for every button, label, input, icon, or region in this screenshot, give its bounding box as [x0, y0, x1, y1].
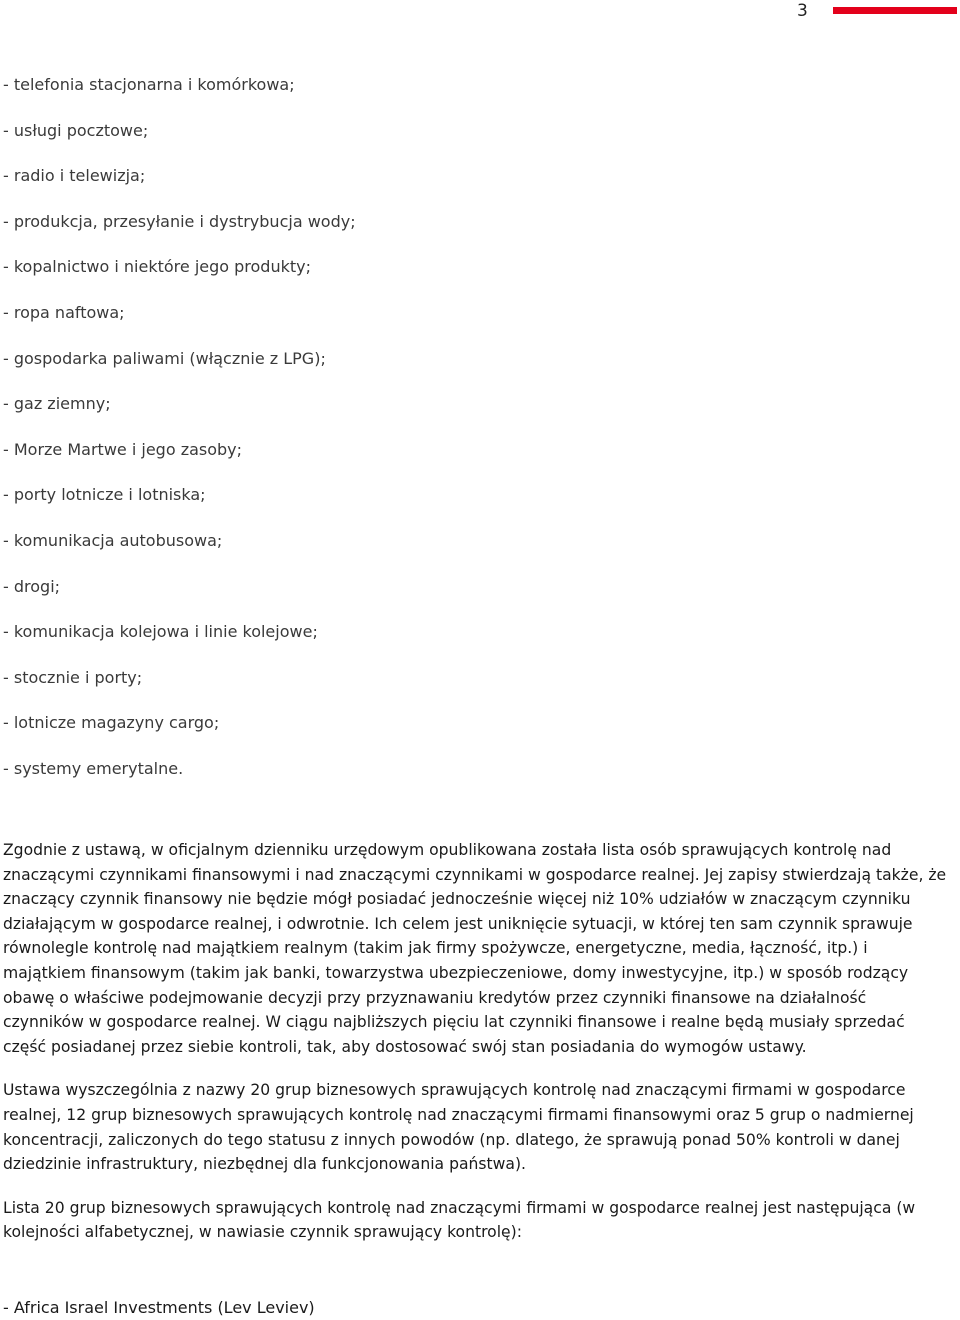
- list-item: - kopalnictwo i niektóre jego produkty;: [3, 257, 311, 277]
- list-item: - usługi pocztowe;: [3, 120, 149, 140]
- list-item: - lotnicze magazyny cargo;: [3, 713, 220, 733]
- accent-bar: [833, 7, 957, 14]
- list-item: - gospodarka paliwami (włącznie z LPG);: [3, 348, 326, 368]
- list-item: - telefonia stacjonarna i komórkowa;: [3, 75, 295, 94]
- page-number: 3: [797, 1, 808, 21]
- list-item: - porty lotnicze i lotniska;: [3, 485, 206, 505]
- list-item: - gaz ziemny;: [3, 394, 111, 414]
- group-list-item: - Africa Israel Investments (Lev Leviev): [3, 1298, 315, 1317]
- paragraph: Zgodnie z ustawą, w oficjalnym dzienniku urzędowym opublikowana została lista osób sprawujących kontrolę nad znaczącymi czynnikami finansowymi i nad znaczącymi czynnikami w gospodarce realnej. Jej zapisy stwierdzają także, że znaczący czynnik finansowy nie będzie mógł posiadać jednocześnie więcej niż 10% udziałów w znaczącym czynniku działającym w gospodarce realnej, i odwrotnie. Ich celem jest uniknięcie sytuacji, w której ten sam czynnik sprawuje równolegle kontrolę nad majątkiem realnym (takim jak firmy spożywcze, energetyczne, media, łączność, itp.) i majątkiem finansowym (takim jak banki, towarzystwa ubezpieczeniowe, domy inwestycyjne, itp.) w sposób rodzący obawę o właściwe podejmowanie decyzji przy przyznawaniu kredytów przez czynniki finansowe na działalność czynników w gospodarce realnej. W ciągu najbliższych pięciu lat czynniki finansowe i realne będą musiały sprzedać część posiadanej przez siebie kontroli, tak, aby dostosować swój stan posiadania do wymogów ustawy.: [3, 841, 947, 1056]
- body-text: [3, 838, 948, 1264]
- paragraph: Ustawa wyszczególnia z nazwy 20 grup biznesowych sprawujących kontrolę nad znaczącymi firmami w gospodarce realnej, 12 grup biznesowych sprawujących kontrolę nad znaczącymi firmami finansowymi oraz 5 grup o nadmiernej koncentracji, zaliczonych do tego statusu z innych powodów (np. dlatego, że sprawują ponad 50% kontroli w danej dziedzinie infrastruktury, niezbędnej dla funkcjonowania państwa).: [3, 1081, 914, 1174]
- list-item: - drogi;: [3, 576, 61, 596]
- list-item: - komunikacja kolejowa i linie kolejowe;: [3, 622, 318, 642]
- list-item: - ropa naftowa;: [3, 302, 125, 322]
- list-item: - produkcja, przesyłanie i dystrybucja wody;: [3, 211, 356, 231]
- list-item: - komunikacja autobusowa;: [3, 530, 223, 550]
- list-item: - Morze Martwe i jego zasoby;: [3, 439, 243, 459]
- list-item: - systemy emerytalne.: [3, 758, 184, 778]
- list-item: - stocznie i porty;: [3, 667, 143, 687]
- sector-list: [3, 62, 356, 792]
- list-item: - radio i telewizja;: [3, 166, 146, 186]
- paragraph: Lista 20 grup biznesowych sprawujących kontrolę nad znaczącymi firmami w gospodarce realnej jest następująca (w kolejności alfabetycznej, w nawiasie czynnik sprawujący kontrolę):: [3, 1198, 916, 1242]
